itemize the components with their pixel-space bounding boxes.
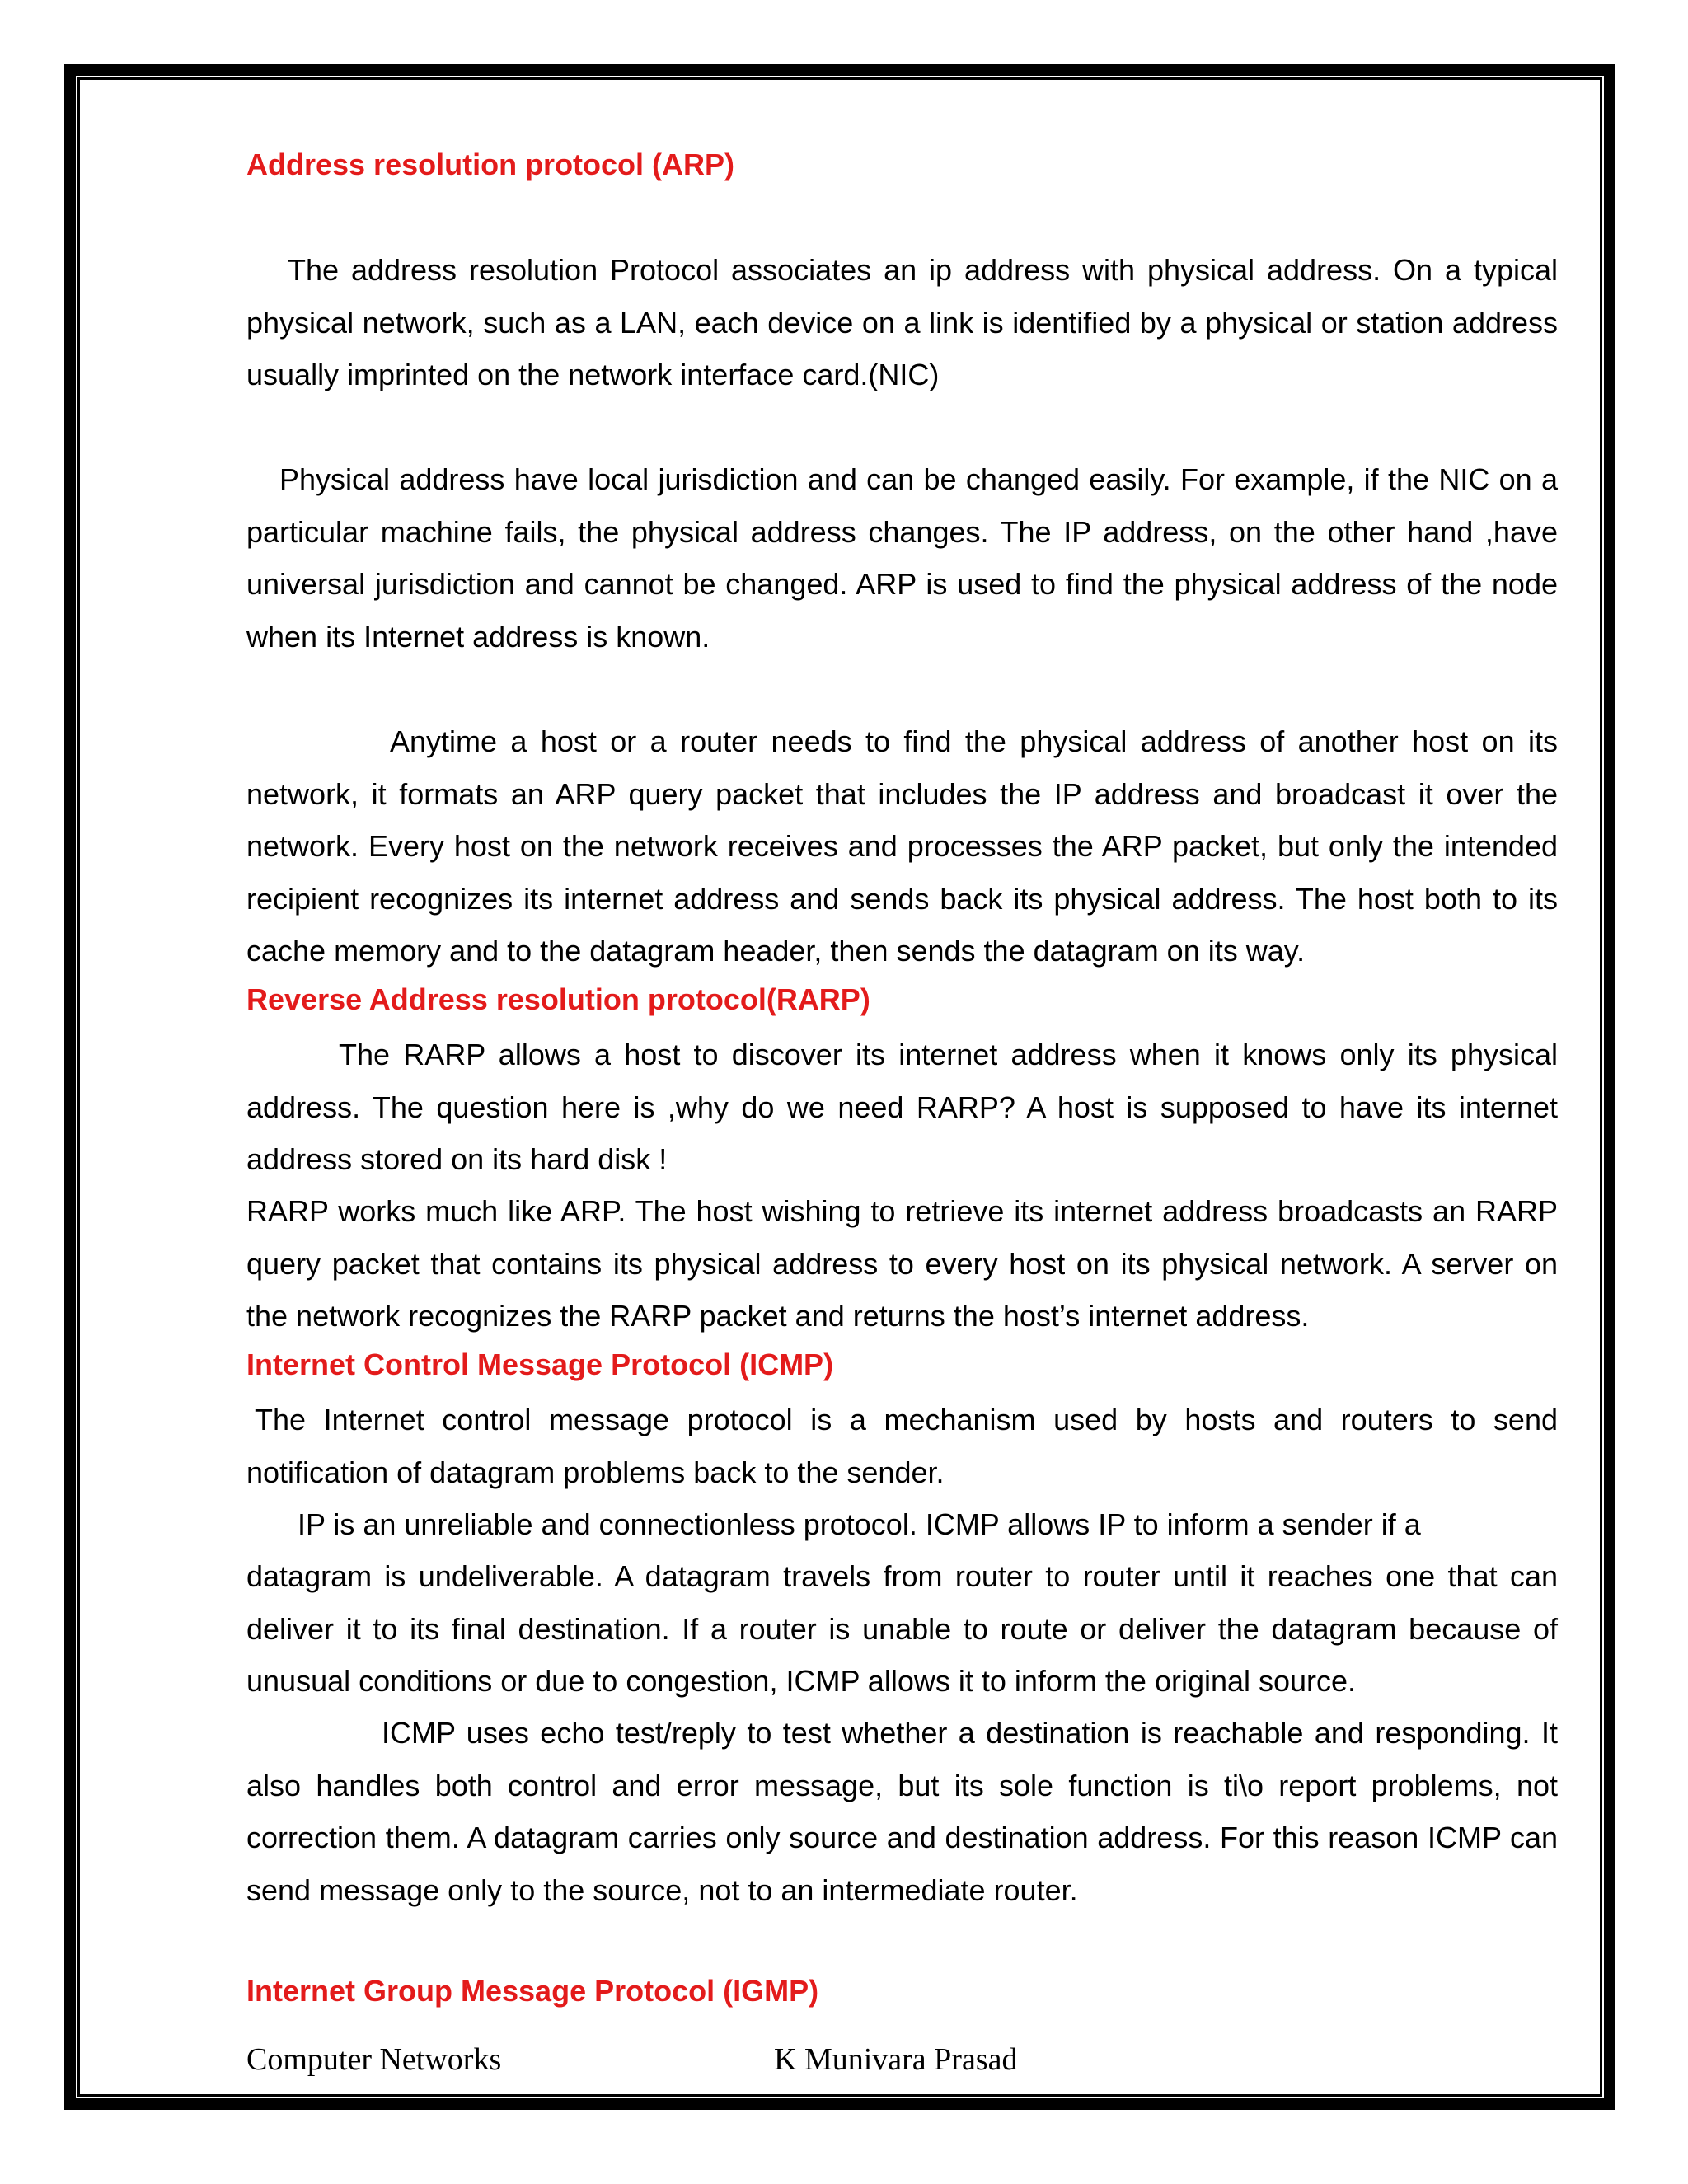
arp-paragraph-1: The address resolution Protocol associates an ip address with physical address. On a typical physical network, such as a LAN, each device on a link is identified by a physical or station address usually imprinted on the network interface card.(NIC) <box>246 253 1558 391</box>
icmp-paragraph-1: The Internet control message protocol is a mechanism used by hosts and routers to send notification of datagram problems back to the sender. <box>246 1403 1558 1489</box>
footer-course: Computer Networks <box>246 2042 502 2077</box>
rarp-paragraph-2: RARP works much like ARP. The host wishing to retrieve its internet address broadcasts an RARP query packet that contains its physical address to every host on its physical network. A server on the network recognizes the RARP packet and returns the host’s internet address. <box>246 1194 1558 1333</box>
heading-rarp: Reverse Address resolution protocol(RARP) <box>246 982 870 1016</box>
heading-igmp: Internet Group Message Protocol (IGMP) <box>246 1974 819 2008</box>
icmp-paragraph-2-line-1: IP is an unreliable and connectionless protocol. ICMP allows IP to inform a sender if a <box>298 1507 1421 1541</box>
icmp-paragraph-2: datagram is undeliverable. A datagram travels from router to router until it reaches one that can deliver it to its final destination. If a router is unable to route or deliver the datagram because of unusual conditions or due to congestion, ICMP allows it to inform the original source. <box>246 1559 1558 1698</box>
heading-icmp: Internet Control Message Protocol (ICMP) <box>246 1347 834 1381</box>
footer-author: K Munivara Prasad <box>774 2042 1018 2077</box>
heading-arp: Address resolution protocol (ARP) <box>246 148 735 181</box>
rarp-paragraph-1: The RARP allows a host to discover its internet address when it knows only its physical address. The question here is ,why do we need RARP? A host is supposed to have its internet address stored on its hard disk ! <box>246 1038 1558 1176</box>
arp-paragraph-3: Anytime a host or a router needs to find the physical address of another host on its network, it formats an ARP query packet that includes the IP address and broadcast it over the network. Every host on the network receives and processes the ARP packet, but only the intended recipient recognizes its internet address and sends back its physical address. The host both to its cache memory and to the datagram header, then sends the datagram on its way. <box>246 724 1558 968</box>
arp-paragraph-2: Physical address have local jurisdiction and can be changed easily. For example, if the NIC on a particular machine fails, the physical address changes. The IP address, on the other hand ,have universal jurisdiction and cannot be changed. ARP is used to find the physical address of the node when its Internet address is known. <box>246 462 1558 654</box>
icmp-paragraph-3: ICMP uses echo test/reply to test whether a destination is reachable and responding. It also handles both control and error message, but its sole function is ti\o report problems, not correction them. A datagram carries only source and destination address. For this reason ICMP can send message only to the source, not to an intermediate router. <box>246 1716 1558 1907</box>
